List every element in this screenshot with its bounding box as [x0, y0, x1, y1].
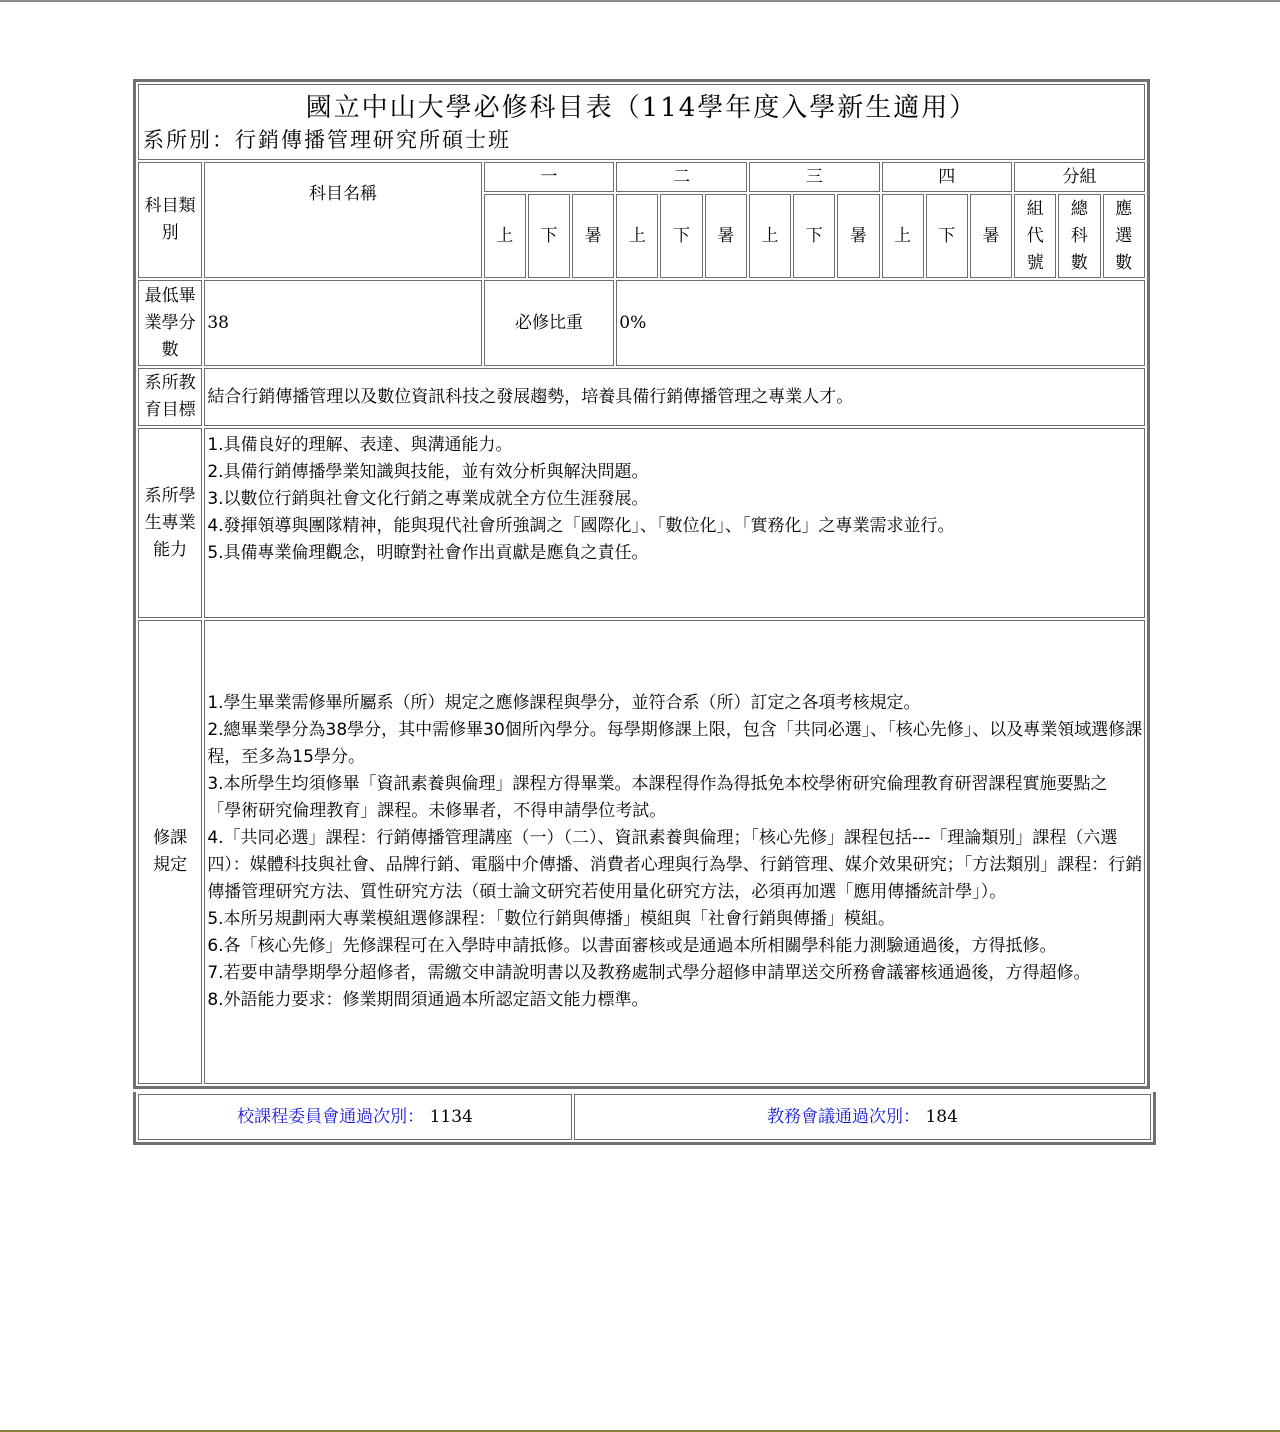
competencies-label: 系所學生專業能力: [138, 428, 202, 618]
rule-item: 5.本所另規劃兩大專業模組選修課程：「數位行銷與傳播」模組與「社會行銷與傳播」模組。: [207, 909, 896, 929]
rule-item: 1.學生畢業需修畢所屬系（所）規定之應修課程與學分，並符合系（所）訂定之各項考核規定。: [207, 693, 921, 713]
affairs-label: 教務會議通過次別：: [767, 1106, 921, 1127]
committee-value: 1134: [429, 1106, 473, 1127]
y1-summer: 暑: [572, 194, 614, 278]
year-4-header: 四: [882, 162, 1013, 192]
rules-label: [138, 620, 202, 1084]
y2-summer: 暑: [705, 194, 747, 278]
competency-item: 5.具備專業倫理觀念，明瞭對社會作出貢獻是應負之責任。: [207, 543, 649, 563]
rule-item: 7.若要申請學期學分超修者，需繳交申請說明書以及教務處制式學分超修申請單送交所務會議審核通過後，方得超修。: [207, 963, 1091, 983]
rule-item: 6.各「核心先修」先修課程可在入學時申請抵修。以書面審核或是通過本所相關學科能力測驗通過後，方得抵修。: [207, 936, 1057, 956]
course-name-header-text: 科目名稱: [308, 184, 377, 204]
rules-list: [204, 620, 1145, 1084]
y2-sem-1: 上: [616, 194, 658, 278]
competency-item: 4.發揮領導與團隊精神，能與現代社會所強調之「國際化」、「數位化」、「實務化」之專業需求並行。: [207, 516, 955, 536]
y1-sem-2: 下: [528, 194, 570, 278]
year-2-header: 二: [616, 162, 747, 192]
rule-item: 8.外語能力要求：修業期間須通過本所認定語文能力標準。: [207, 990, 649, 1010]
group-code-header: 組代號: [1014, 194, 1056, 278]
rule-item: 3.本所學生均須修畢「資訊素養與倫理」課程方得畢業。本課程得作為得抵免本校學術研究倫理教育研習課程實施要點之 「學術研究倫理教育」課程。未修畢者，不得申請學位考試。: [207, 774, 1108, 821]
title-cell: [138, 84, 1145, 160]
approval-footer: [133, 1092, 1156, 1145]
y3-sem-1: 上: [749, 194, 791, 278]
competency-item: 1.具備良好的理解、表達、與溝通能力。: [207, 435, 513, 455]
y4-sem-1: 上: [882, 194, 924, 278]
rule-item: 2.總畢業學分為38學分，其中需修畢30個所內學分。每學期修課上限，包含「共同必選」、「核心先修」、以及專業領域選修課程，至多為15學分。: [207, 720, 1143, 767]
rules-label-text: 修課規定: [153, 828, 188, 875]
committee-approval: [138, 1094, 572, 1140]
education-goal-label: 系所教育目標: [138, 368, 202, 426]
y4-summer: 暑: [970, 194, 1012, 278]
committee-label: 校課程委員會通過次別：: [237, 1106, 425, 1127]
competency-item: 3.以數位行銷與社會文化行銷之專業成就全方位生涯發展。: [207, 489, 649, 509]
min-credits-label: 最低畢業學分數: [138, 280, 202, 366]
course-name-header: [204, 162, 481, 278]
required-courses-table: [133, 79, 1150, 1089]
year-1-header: 一: [484, 162, 615, 192]
education-goal-text: 結合行銷傳播管理以及數位資訊科技之發展趨勢，培養具備行銷傳播管理之專業人才。: [204, 368, 1145, 426]
required-ratio-label: 必修比重: [484, 280, 615, 366]
competencies-list: [204, 428, 1145, 618]
page-title: 國立中山大學必修科目表（114學年度入學新生適用）: [305, 93, 978, 123]
y1-sem-1: 上: [484, 194, 526, 278]
y3-sem-2: 下: [793, 194, 835, 278]
category-header-text: 科目類別: [144, 196, 196, 243]
y2-sem-2: 下: [660, 194, 702, 278]
group-header: 分組: [1014, 162, 1145, 192]
min-credits-value: 38: [204, 280, 481, 366]
required-ratio-value: 0%: [616, 280, 1145, 366]
y3-summer: 暑: [837, 194, 879, 278]
category-header: [138, 162, 202, 278]
department-label: 系所別：行銷傳播管理研究所碩士班: [143, 128, 511, 152]
year-3-header: 三: [749, 162, 880, 192]
competency-item: 2.具備行銷傳播學業知識與技能，並有效分析與解決問題。: [207, 462, 649, 482]
affairs-value: 184: [925, 1106, 958, 1127]
affairs-approval: [574, 1094, 1151, 1140]
group-select-header: 應選數: [1103, 194, 1145, 278]
rule-item: 4.「共同必選」課程：行銷傳播管理講座（一）（二）、資訊素養與倫理；「核心先修」課程包括---「理論類別」課程（六選四）：媒體科技與社會、品牌行銷、電腦中介傳播、消費者心理與行為學、行銷管理、媒介效果研究；「方法類別」課程：行銷傳播管理研究方法、質性研究方法（碩士論文研究若使用量化研究方法，必須再加選「應用傳播統計學」）。: [207, 828, 1143, 902]
group-total-header: 總科數: [1058, 194, 1100, 278]
y4-sem-2: 下: [926, 194, 968, 278]
